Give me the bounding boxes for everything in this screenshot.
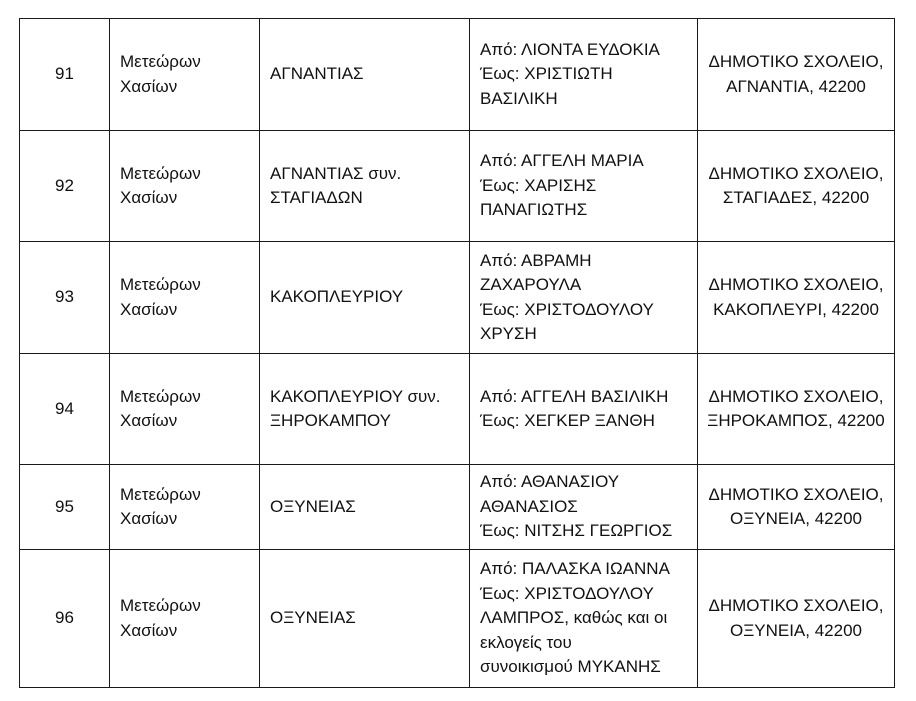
voter-range-line: Από: ΛΙΟΝΤΑ ΕΥΔΟΚΙΑ — [480, 39, 660, 59]
voter-range-line: Από: ΑΘΑΝΑΣΙΟΥ — [480, 472, 620, 492]
voter-range-line: Έως: ΧΡΙΣΤΟΔΟΥΛΟΥ — [480, 299, 654, 319]
municipality-line: Μετεώρων — [120, 386, 201, 406]
voter-range-line: Από: ΑΓΓΕΛΗ ΒΑΣΙΛΙΚΗ — [480, 386, 669, 406]
municipality-line: Χασίων — [120, 299, 178, 319]
community-cell — [260, 465, 470, 550]
station-number: 96 — [20, 550, 110, 688]
voter-range-line: εκλογείς του — [480, 632, 572, 652]
station-number: 95 — [20, 465, 110, 550]
municipality-cell — [110, 550, 260, 688]
station-number: 94 — [20, 354, 110, 465]
polling-location-line: ΟΞΥΝΕΙΑ, 42200 — [729, 620, 862, 640]
community-line: ΟΞΥΝΕΙΑΣ — [270, 608, 356, 628]
voter-range-line: ΖΑΧΑΡΟΥΛΑ — [480, 275, 582, 294]
community-cell — [260, 19, 470, 131]
community-line: ΚΑΚΟΠΛΕΥΡΙΟΥ — [270, 287, 404, 307]
municipality-line: Μετεώρων — [120, 596, 201, 615]
community-cell — [260, 354, 470, 465]
voter-range-line: Έως: ΝΙΤΣΗΣ ΓΕΩΡΓΙΟΣ — [480, 521, 673, 541]
polling-location-cell — [698, 354, 895, 465]
municipality-line: Μετεώρων — [120, 275, 201, 294]
polling-location-line: ΣΤΑΓΙΑΔΕΣ, 42200 — [722, 188, 870, 207]
voter-range-line: Έως: ΧΕΓΚΕΡ ΞΑΝΘΗ — [480, 411, 655, 430]
community-line: ΑΓΝΑΝΤΙΑΣ συν. — [270, 163, 402, 183]
voter-range-line: ΛΑΜΠΡΟΣ, καθώς και οι — [480, 608, 668, 628]
voter-range-line: Από: ΑΓΓΕΛΗ ΜΑΡΙΑ — [480, 151, 644, 171]
municipality-line: Μετεώρων — [120, 52, 201, 71]
polling-location-line: ΔΗΜΟΤΙΚΟ ΣΧΟΛΕΙΟ, — [708, 275, 884, 294]
municipality-line: Χασίων — [120, 411, 178, 430]
voter-range-cell — [470, 354, 698, 465]
polling-location-line: ΔΗΜΟΤΙΚΟ ΣΧΟΛΕΙΟ, — [708, 52, 884, 71]
polling-location-line: ΑΓΝΑΝΤΙΑ, 42200 — [726, 76, 866, 96]
community-line: ΣΤΑΓΙΑΔΩΝ — [270, 188, 363, 207]
municipality-line: Μετεώρων — [120, 163, 201, 183]
voter-range-line: Από: ΠΑΛΑΣΚΑ ΙΩΑΝΝΑ — [480, 559, 670, 579]
polling-location-cell — [698, 19, 895, 131]
polling-location-cell — [698, 242, 895, 354]
polling-location-line: ΞΗΡΟΚΑΜΠΟΣ, 42200 — [707, 411, 885, 430]
voter-range-line: ΧΡΥΣΗ — [480, 324, 537, 343]
voter-range-line: ΠΑΝΑΓΙΩΤΗΣ — [480, 200, 588, 220]
community-line: ΑΓΝΑΝΤΙΑΣ — [270, 64, 364, 84]
voter-range-line: Από: ΑΒΡΑΜΗ — [480, 250, 592, 270]
polling-location-line: ΟΞΥΝΕΙΑ, 42200 — [729, 509, 862, 528]
voter-range-cell — [470, 131, 698, 242]
voter-range-line: συνοικισμού ΜΥΚΑΝΗΣ — [480, 657, 661, 677]
polling-location-cell — [698, 550, 895, 688]
voter-range-line: Έως: ΧΡΙΣΤΟΔΟΥΛΟΥ — [480, 583, 654, 603]
community-line: ΟΞΥΝΕΙΑΣ — [270, 496, 356, 516]
voter-range-line: ΒΑΣΙΛΙΚΗ — [480, 88, 558, 108]
polling-location-line: ΔΗΜΟΤΙΚΟ ΣΧΟΛΕΙΟ, — [708, 596, 884, 615]
polling-location-cell — [698, 465, 895, 550]
municipality-line: Χασίων — [120, 509, 178, 528]
polling-stations-table — [19, 18, 895, 688]
municipality-cell — [110, 19, 260, 131]
polling-location-line: ΔΗΜΟΤΙΚΟ ΣΧΟΛΕΙΟ, — [708, 386, 884, 406]
table-row — [20, 131, 895, 242]
voter-range-line: Έως: ΧΑΡΙΣΗΣ — [480, 175, 597, 195]
municipality-line: Χασίων — [120, 620, 178, 640]
community-line: ΚΑΚΟΠΛΕΥΡΙΟΥ συν. — [270, 386, 441, 406]
community-cell — [260, 550, 470, 688]
table-row — [20, 19, 895, 131]
station-number: 91 — [20, 19, 110, 131]
polling-location-line: ΔΗΜΟΤΙΚΟ ΣΧΟΛΕΙΟ, — [708, 484, 884, 504]
voter-range-line: ΑΘΑΝΑΣΙΟΣ — [480, 496, 578, 516]
municipality-cell — [110, 465, 260, 550]
polling-stations-table-body — [20, 19, 895, 688]
municipality-line: Χασίων — [120, 188, 178, 207]
community-cell — [260, 242, 470, 354]
municipality-cell — [110, 242, 260, 354]
table-row — [20, 242, 895, 354]
voter-range-line: Έως: ΧΡΙΣΤΙΩΤΗ — [480, 64, 613, 84]
voter-range-cell — [470, 242, 698, 354]
municipality-line: Μετεώρων — [120, 484, 201, 504]
polling-location-line: ΚΑΚΟΠΛΕΥΡΙ, 42200 — [713, 299, 879, 319]
station-number: 93 — [20, 242, 110, 354]
polling-location-cell — [698, 131, 895, 242]
municipality-cell — [110, 354, 260, 465]
municipality-line: Χασίων — [120, 76, 178, 96]
voter-range-cell — [470, 465, 698, 550]
station-number: 92 — [20, 131, 110, 242]
community-cell — [260, 131, 470, 242]
community-line: ΞΗΡΟΚΑΜΠΟΥ — [270, 411, 392, 430]
voter-range-cell — [470, 550, 698, 688]
voter-range-cell — [470, 19, 698, 131]
table-row — [20, 465, 895, 550]
polling-location-line: ΔΗΜΟΤΙΚΟ ΣΧΟΛΕΙΟ, — [708, 163, 884, 183]
table-row — [20, 354, 895, 465]
table-row — [20, 550, 895, 688]
municipality-cell — [110, 131, 260, 242]
